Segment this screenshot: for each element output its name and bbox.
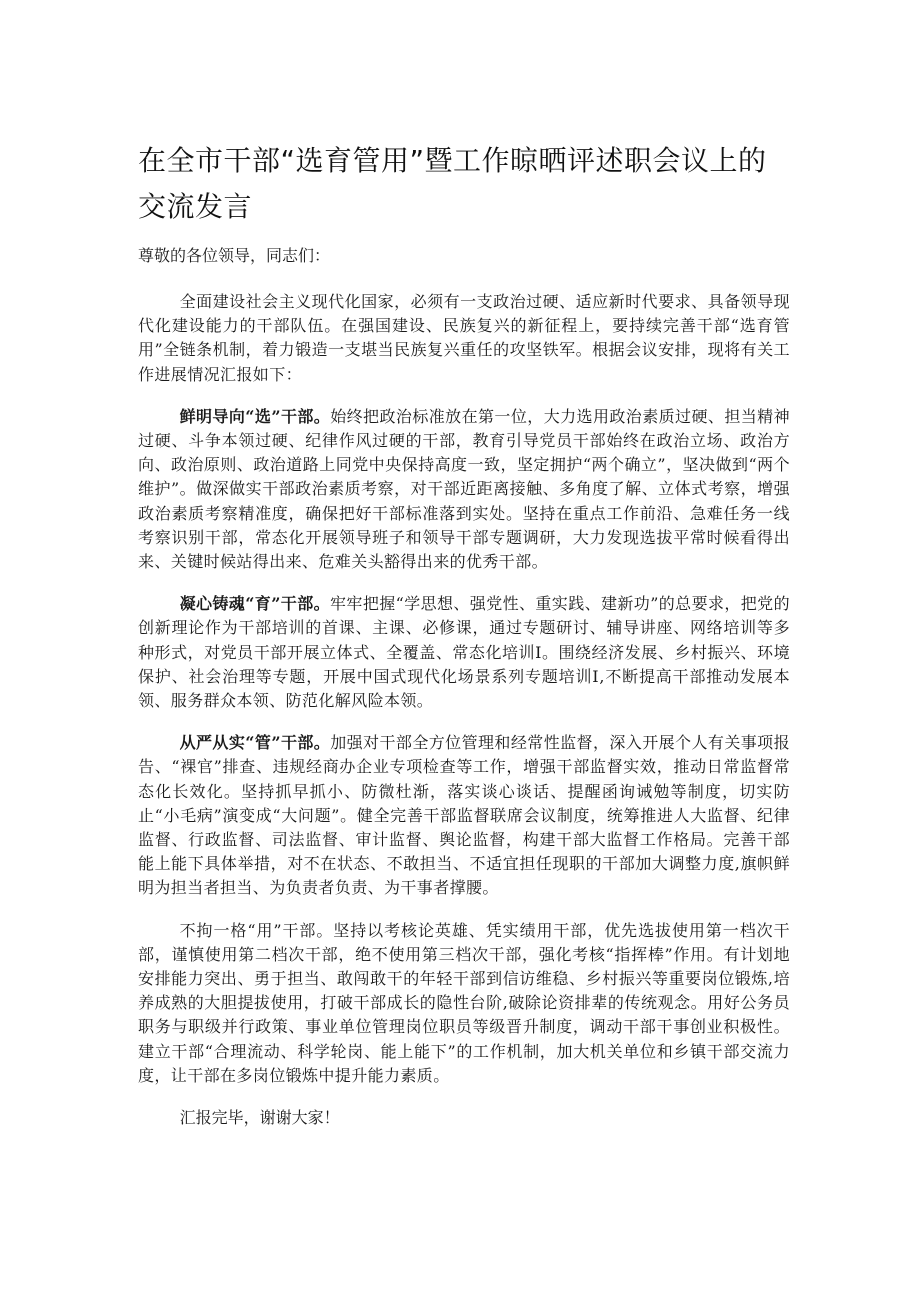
section-select-body: 始终把政治标准放在第一位，大力选用政治素质过硬、担当精神过硬、斗争本领过硬、纪律作风过硬的干部，教育引导党员干部始终在政治立场、政治方向、政治原则、政治道路上同党中央保持高度一致，坚定拥护“两个确立”，坚决做到“两个维护”。做深做实干部政治素质考察，对干部近距离接触、多角度了解、立体式考察，增强政治素质考察精准度，确保把好干部标准落到实处。坚持在重点工作前沿、急难任务一线考察识别干部，常态化开展领导班子和领导干部专题调研，大力发现选拔平常时候看得出来、关键时候站得出来、危难关头豁得出来的优秀干部。 xyxy=(138,406,790,572)
section-manage-body: 加强对干部全方位管理和经常性监督，深入开展个人有关事项报告、“裸官”排查、违规经商办企业专项检查等工作，增强干部监督实效，推动日常监督常态化长效化。坚持抓早抓小、防微杜渐，落实谈心谈话、提醒函询诫勉等制度，切实防止“小毛病”演变成“大问题”。健全完善干部监督联席会议制度，统筹推进人大监督、纪律监督、行政监督、司法监督、审计监督、舆论监督，构建干部大监督工作格局。完善干部能上能下具体举措，对不在状态、不敢担当、不适宜担任现职的干部加大调整力度,旗帜鲜明为担当者担当、为负责者负责、为干事者撑腰。 xyxy=(138,733,790,898)
section-use-body: 坚持以考核论英雄、凭实绩用干部，优先选拔使用第一档次干部，谨慎使用第二档次干部，绝不使用第三档次干部，强化考核“指挥棒”作用。有计划地安排能力突出、勇于担当、敢闯敢干的年轻干部到信访维稳、乡村振兴等重要岗位锻炼,培养成熟的大胆提拔使用，打破干部成长的隐性台阶,破除论资排辈的传统观念。用好公务员职务与职级并行政策、事业单位管理岗位职员等级晋升制度，调动干部干事创业积极性。建立干部“合理流动、科学轮岗、能上能下”的工作机制，加大机关单位和乡镇干部交流力度，让干部在多岗位锻炼中提升能力素质。 xyxy=(138,920,790,1085)
document-title: 在全市干部“选育管用”暨工作晾晒评述职会议上的交流发言 xyxy=(138,144,767,223)
section-manage-heading: 从严从实“管”干部。 xyxy=(179,733,331,753)
section-manage-paragraph xyxy=(138,731,790,900)
section-select-heading: 鲜明导向“选”干部。 xyxy=(179,406,331,426)
section-cultivate-body: 牢牢把握“学思想、强党性、重实践、建新功”的总要求，把党的创新理论作为干部培训的首课、主课、必修课，通过专题研讨、辅导讲座、网络培训等多种形式，对党员干部开展立体式、全覆盖、常态化培训Ⅰ。围绕经济发展、乡村振兴、环境保护、社会治理等专题，开展中国式现代化场景系列专题培训Ⅰ,不断提高干部推动发展本领、服务群众本领、防范化解风险本领。 xyxy=(138,594,790,711)
section-use-paragraph xyxy=(138,919,790,1088)
section-cultivate-heading: 凝心铸魂“育”干部。 xyxy=(179,594,331,614)
section-select-paragraph xyxy=(138,405,790,574)
intro-paragraph: 全面建设社会主义现代化国家，必须有一支政治过硬、适应新时代要求、具备领导现代化建设能力的干部队伍。在强国建设、民族复兴的新征程上，要持续完善干部“选育管用”全链条机制，着力锻造一支堪当民族复兴重任的攻坚铁军。根据会议安排，现将有关工作进展情况汇报如下： xyxy=(138,292,790,384)
salutation: 尊敬的各位领导，同志们： xyxy=(138,246,331,265)
section-use-heading: 不拘一格“用”干部。 xyxy=(179,920,334,940)
closing-remark: 汇报完毕，谢谢大家！ xyxy=(179,1108,340,1128)
section-cultivate-paragraph xyxy=(138,592,790,713)
document-page xyxy=(138,138,790,1130)
